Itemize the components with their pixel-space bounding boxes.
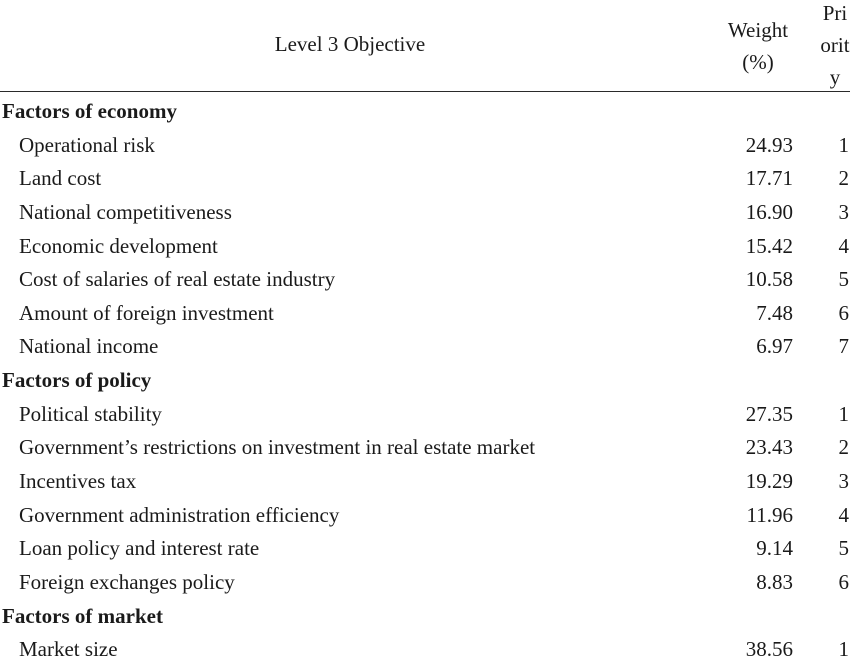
table-row (0, 532, 850, 566)
weight-value: 11.96 (746, 502, 793, 527)
table-row (0, 431, 850, 465)
weight-value: 17.71 (745, 166, 793, 191)
weight-value: 24.93 (745, 132, 793, 157)
weight-value: 15.42 (745, 233, 793, 258)
objective-label: Government’s restrictions on investment in real estate market (19, 435, 536, 460)
group-header-row (0, 600, 850, 634)
weight-value: 6.97 (756, 334, 793, 359)
column-header-priority-line: Pri (822, 1, 848, 25)
priority-value: 1 (838, 132, 849, 157)
group-header-row (0, 364, 850, 398)
weight-value: 23.43 (745, 435, 793, 460)
priority-value: 5 (838, 536, 849, 561)
objective-label: Amount of foreign investment (19, 300, 274, 325)
table-row (0, 129, 850, 163)
priority-value: 7 (838, 334, 849, 359)
table-row (0, 162, 850, 196)
priority-value: 2 (838, 166, 849, 191)
objective-label: Government administration efficiency (19, 502, 340, 527)
table-row (0, 330, 850, 364)
table-row (0, 230, 850, 264)
priority-value: 1 (838, 637, 849, 662)
priority-value: 3 (838, 469, 849, 494)
weight-value: 8.83 (756, 569, 793, 594)
table-row (0, 263, 850, 297)
group-header-row (0, 95, 850, 129)
column-header-weight (718, 14, 798, 78)
table-row (0, 196, 850, 230)
table-row (0, 465, 850, 499)
table-row (0, 633, 850, 667)
objective-label: Cost of salaries of real estate industry (19, 267, 336, 292)
header-rule (0, 91, 850, 92)
objective-label: National competitiveness (19, 199, 232, 224)
column-header-priority-line: y (829, 65, 841, 89)
objective-label: National income (19, 334, 159, 359)
column-header-weight-line: (%) (742, 50, 774, 74)
objective-label: Loan policy and interest rate (19, 536, 260, 561)
column-header-priority-line: orit (820, 33, 850, 57)
group-label: Factors of policy (2, 368, 152, 393)
priority-value: 3 (838, 199, 849, 224)
table-row (0, 499, 850, 533)
weight-value: 19.29 (745, 469, 793, 494)
weight-value: 16.90 (745, 199, 793, 224)
column-header-objective: Level 3 Objective (274, 32, 426, 56)
priority-value: 6 (838, 300, 849, 325)
objective-label: Foreign exchanges policy (19, 569, 235, 594)
table-row (0, 297, 850, 331)
objective-label: Land cost (19, 166, 102, 191)
weight-value: 9.14 (756, 536, 793, 561)
objective-label: Political stability (19, 401, 162, 426)
weight-value: 38.56 (745, 637, 793, 662)
group-label: Factors of market (2, 603, 163, 628)
weight-value: 10.58 (745, 267, 793, 292)
priority-value: 4 (838, 233, 849, 258)
weight-value: 7.48 (756, 300, 793, 325)
priority-value: 4 (838, 502, 849, 527)
weight-value: 27.35 (745, 401, 793, 426)
objective-label: Market size (19, 637, 118, 662)
column-header-priority (812, 0, 850, 93)
table-header (0, 0, 850, 90)
priority-value: 6 (838, 569, 849, 594)
objective-label: Operational risk (19, 132, 155, 157)
table-row (0, 398, 850, 432)
objective-label: Economic development (19, 233, 218, 258)
group-label: Factors of economy (2, 99, 177, 123)
priority-value: 5 (838, 267, 849, 292)
priority-value: 1 (838, 401, 849, 426)
objective-label: Incentives tax (19, 469, 137, 494)
table-body (0, 95, 850, 667)
column-header-weight-line: Weight (727, 18, 789, 42)
table-row (0, 566, 850, 600)
priority-value: 2 (838, 435, 849, 460)
